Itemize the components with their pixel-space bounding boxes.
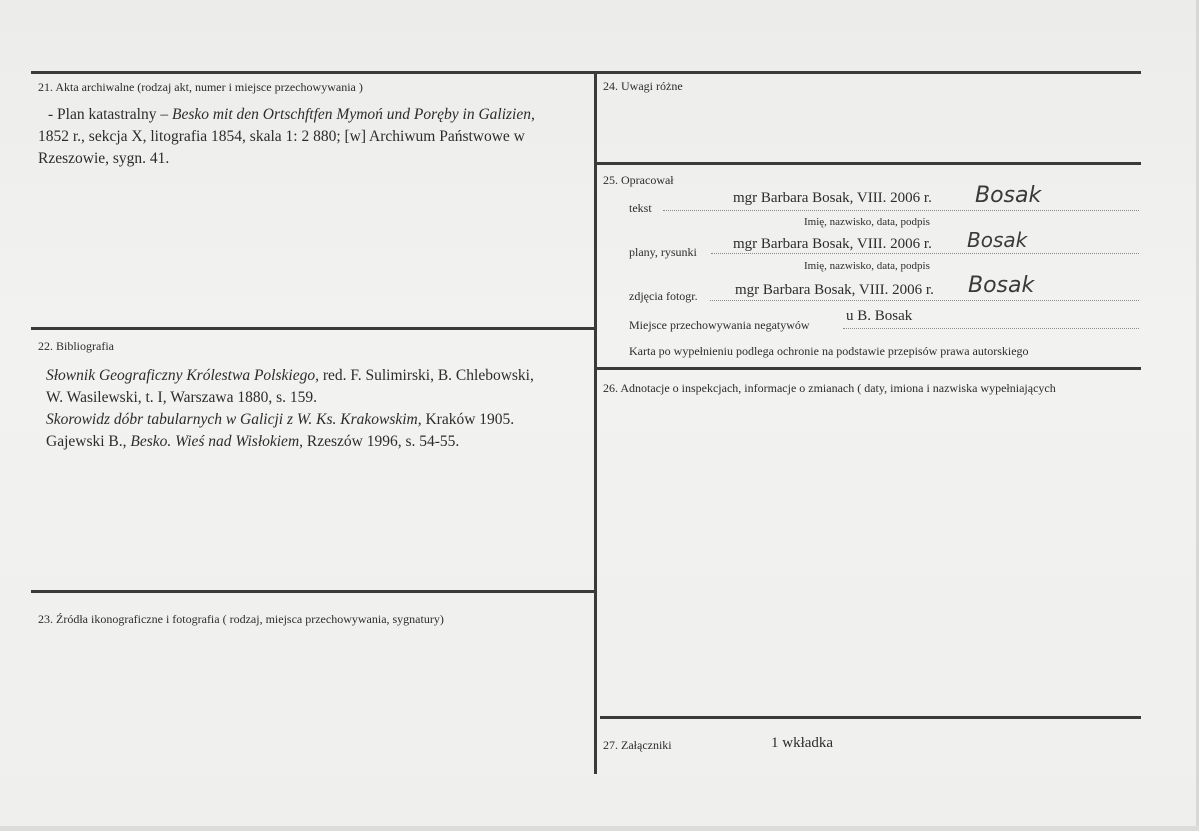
section-21-entry: [38, 104, 586, 170]
section-25-heading: 25. Opracował: [603, 173, 674, 187]
attachments-value: 1 wkładka: [771, 735, 834, 751]
bibliography-entry-continued: W. Wasilewski, t. I, Warszawa 1880, s. 159.: [46, 389, 318, 406]
tekst-value: mgr Barbara Bosak, VIII. 2006 r.: [733, 190, 932, 206]
section-26-heading: 26. Adnotacje o inspekcjach, informacje o zmianach ( daty, imiona i nazwiska wypełniających: [603, 381, 1056, 395]
section-23-heading: 23. Źródła ikonograficzne i fotografia ( rodzaj, miejsca przechowywania, sygnatury): [38, 612, 444, 626]
divider-21-22: [31, 327, 596, 330]
signature-2: Bosak: [967, 228, 1028, 252]
divider-24-25: [596, 162, 1141, 165]
bibliography-entry: Gajewski B., Besko. Wieś nad Wisłokiem, Rzeszów 1996, s. 54-55.: [46, 433, 460, 450]
signature-1: Bosak: [975, 183, 1042, 208]
plany-label: plany, rysunki: [629, 245, 697, 259]
tekst-line: [663, 210, 1139, 211]
negatywy-line: [843, 328, 1139, 329]
signature-3: Bosak: [968, 273, 1035, 298]
divider-top: [31, 71, 1141, 74]
section-22-heading: 22. Bibliografia: [38, 339, 114, 353]
entry-line: 1852 r., sekcja X, litografia 1854, skala 1: 2 880; [w] Archiwum Państwowe w: [38, 128, 525, 145]
divider-22-23: [31, 590, 596, 593]
divider-25-26: [596, 367, 1141, 370]
zdjecia-line: [710, 300, 1139, 301]
copyright-notice: Karta po wypełnieniu podlega ochronie na podstawie przepisów prawa autorskiego: [629, 344, 1029, 358]
bibliography-entry: Skorowidz dóbr tabularnych w Galicji z W. Ks. Krakowskim, Kraków 1905.: [46, 411, 515, 428]
plany-value: mgr Barbara Bosak, VIII. 2006 r.: [733, 236, 932, 252]
section-27-heading: 27. Załączniki: [603, 738, 672, 752]
plan-title: Besko mit den Ortschftfen Mymoń und Poręby in Galizien,: [171, 106, 535, 123]
tekst-label: tekst: [629, 201, 652, 215]
zdjecia-value: mgr Barbara Bosak, VIII. 2006 r.: [735, 282, 934, 298]
plany-line: [711, 253, 1139, 254]
entry-prefix: - Plan katastralny –: [48, 106, 172, 123]
caption-2: Imię, nazwisko, data, podpis: [804, 260, 930, 272]
negatywy-label: Miejsce przechowywania negatywów: [629, 318, 810, 332]
divider-26-27: [600, 716, 1141, 719]
negatywy-value: u B. Bosak: [846, 308, 913, 324]
section-24-heading: 24. Uwagi różne: [603, 79, 683, 93]
divider-vertical: [594, 71, 597, 774]
card-edge: [0, 826, 1199, 831]
zdjecia-label: zdjęcia fotogr.: [629, 289, 698, 303]
entry-line: Rzeszowie, sygn. 41.: [38, 150, 170, 167]
bibliography-entry: Słownik Geograficzny Królestwa Polskiego, red. F. Sulimirski, B. Chlebowski,: [46, 367, 534, 384]
caption-1: Imię, nazwisko, data, podpis: [804, 216, 930, 228]
section-21-heading: 21. Akta archiwalne (rodzaj akt, numer i miejsce przechowywania ): [38, 80, 363, 94]
bibliography-list: [46, 365, 586, 453]
